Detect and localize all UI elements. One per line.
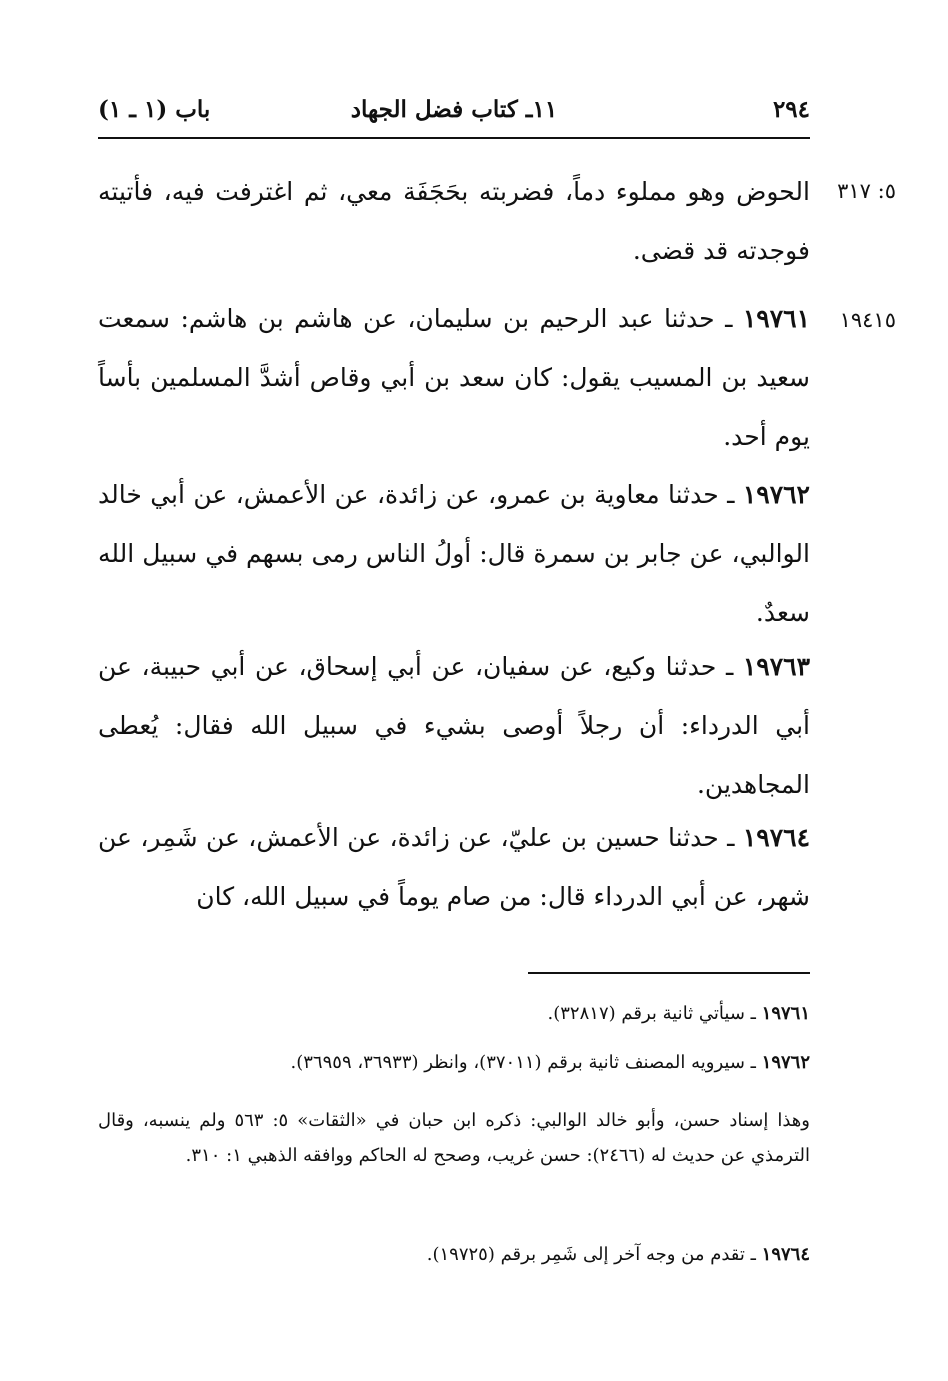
footnote-text: ـ سيأتي ثانية برقم (٣٢٨١٧). <box>547 1003 756 1024</box>
header-rule <box>98 137 810 139</box>
page-header <box>98 92 810 128</box>
hadith-text: ـ حدثنا وكيع، عن سفيان، عن أبي إسحاق، عن أبي حبيبة، عن أبي الدرداء: أن رجلاً أوصى بشيء في سبيل الله فقال: يُعطى المجاهدين. <box>98 652 810 799</box>
footnote <box>98 1237 810 1272</box>
footnote <box>98 996 810 1031</box>
footnote-rule <box>528 972 810 974</box>
footnote-number: ١٩٧٦٢ <box>761 1052 810 1073</box>
footnote-number: ١٩٧٦٤ <box>761 1244 810 1265</box>
margin-reference: ١٩٤١٥ <box>839 308 896 332</box>
footnote <box>98 1045 810 1080</box>
section-label: باب (١ ـ ١) <box>98 96 211 123</box>
hadith-text: ـ حدثنا عبد الرحيم بن سليمان، عن هاشم بن هاشم: سمعت سعيد بن المسيب يقول: كان سعد بن أبي وقاص أشدَّ المسلمين بأساً يوم أحد. <box>98 304 810 451</box>
continuation-paragraph: الحوض وهو مملوء دماً، فضربته بحَجَفَة معي، ثم اغترفت فيه، فأتيته فوجدته قد قضى. <box>98 177 810 265</box>
footnote-number: ١٩٧٦١ <box>761 1003 810 1024</box>
hadith-text: ـ حدثنا حسين بن عليّ، عن زائدة، عن الأعمش، عن شَمِر، عن شهر، عن أبي الدرداء قال: من صام يوماً في سبيل الله، كان <box>98 823 810 911</box>
chapter-title: ١١ـ كتاب فضل الجهاد <box>350 96 558 123</box>
margin-reference: ٥: ٣١٧ <box>837 179 896 203</box>
hadith-text: ـ حدثنا معاوية بن عمرو، عن زائدة، عن الأعمش، عن أبي خالد الوالبي، عن جابر بن سمرة قال: أولُ الناس رمى بسهم في سبيل الله سعدٌ. <box>98 480 810 627</box>
hadith-number: ١٩٧٦٢ <box>742 480 810 509</box>
hadith-number: ١٩٧٦١ <box>742 304 810 333</box>
hadith-paragraph <box>98 465 810 642</box>
hadith-number: ١٩٧٦٣ <box>742 652 810 681</box>
footnote <box>98 1103 810 1173</box>
footnote-text: ـ تقدم من وجه آخر إلى شَمِر برقم (١٩٧٢٥). <box>426 1244 756 1265</box>
footnote-text: ـ سيرويه المصنف ثانية برقم (٣٧٠١١)، وانظر (٣٦٩٣٣، ٣٦٩٥٩). <box>290 1052 756 1073</box>
footnote-text: وهذا إسناد حسن، وأبو خالد الوالبي: ذكره ابن حبان في «الثقات» ٥: ٥٦٣ ولم ينسبه، وقال الترمذي عن حديث له (٢٤٦٦): حسن غريب، وصحح له الحاكم ووافقه الذهبي ١: ٣١٠. <box>98 1110 810 1166</box>
hadith-number: ١٩٧٦٤ <box>742 823 810 852</box>
hadith-paragraph <box>98 637 810 814</box>
page-number: ٢٩٤ <box>772 96 810 123</box>
hadith-paragraph <box>98 808 810 926</box>
hadith-paragraph <box>98 289 810 466</box>
